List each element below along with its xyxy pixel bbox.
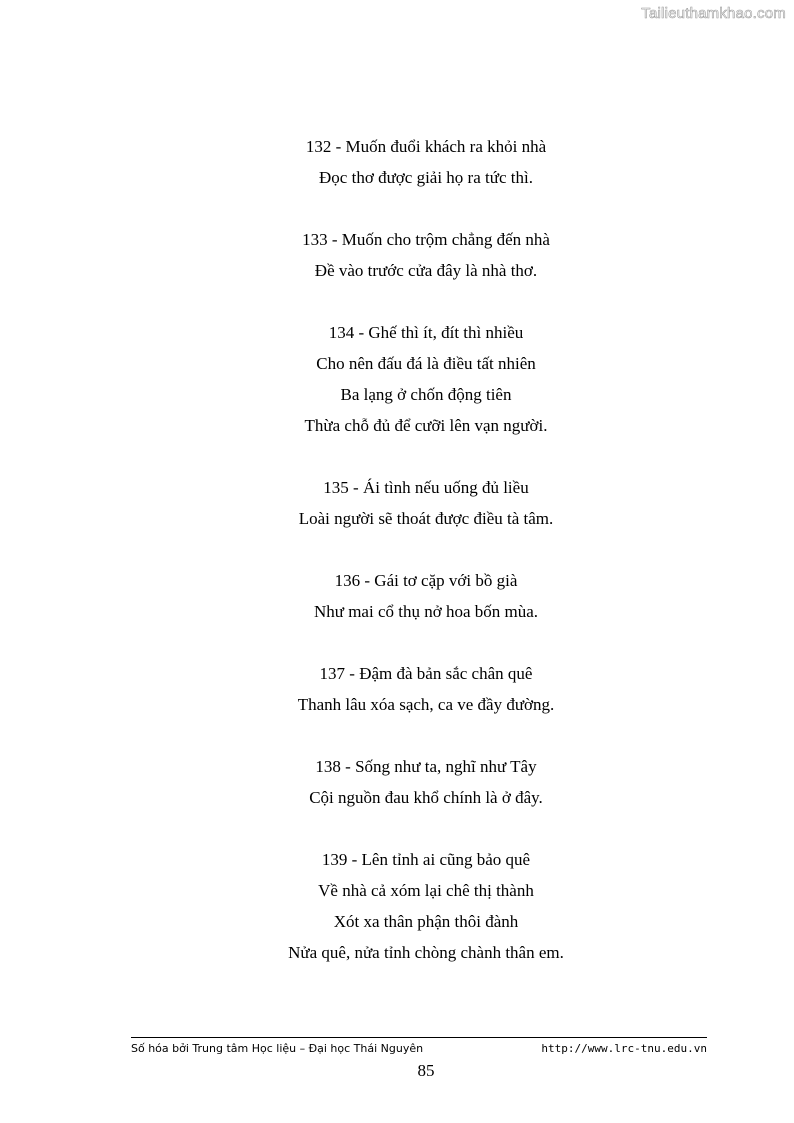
poem-line: Như mai cổ thụ nở hoa bốn mùa. [313,602,539,621]
poem-stanza-133 [0,224,794,286]
poem-line: Thừa chỗ đủ để cưỡi lên vạn người. [304,416,548,435]
poem-line: 136 - Gái tơ cặp với bồ già [334,571,518,590]
poem-line: 134 - Ghế thì ít, đít thì nhiều [328,323,524,342]
poem-line: 135 - Ái tình nếu uống đủ liều [323,478,529,497]
poem-line: Xót xa thân phận thôi đành [333,912,519,931]
footer-url: http://www.lrc-tnu.edu.vn [541,1042,707,1055]
poem-line: Thanh lâu xóa sạch, ca ve đầy đường. [297,695,555,714]
poem-line: Cội nguồn đau khổ chính là ở đây. [309,788,543,807]
poem-line: 132 - Muốn đuổi khách ra khỏi nhà [305,137,547,156]
poem-line: 138 - Sống như ta, nghĩ như Tây [315,757,537,776]
poem-stanza-134 [0,317,794,441]
poem-stanza-138 [0,751,794,813]
poem-line: Đề vào trước cửa đây là nhà thơ. [314,261,538,280]
poem-line: 137 - Đậm đà bản sắc chân quê [319,664,533,683]
poem-stanza-139 [0,844,794,968]
page-number: 85 [417,1061,435,1080]
poem-stanza-137 [0,658,794,720]
poem-line: Cho nên đấu đá là điều tất nhiên [316,354,536,373]
footer-divider [131,1037,707,1038]
watermark-text: Tailieuthamkhao.com [641,5,786,22]
poem-line: 139 - Lên tỉnh ai cũng bảo quê [321,850,531,869]
poem-list [0,131,794,999]
poem-stanza-135 [0,472,794,534]
poem-stanza-132 [0,131,794,193]
poem-line: Ba lạng ở chốn động tiên [340,385,512,404]
poem-line: 133 - Muốn cho trộm chẳng đến nhà [302,230,550,249]
poem-line: Đọc thơ được giải họ ra tức thì. [319,168,533,187]
poem-line: Loài người sẽ thoát được điều tà tâm. [298,509,554,528]
poem-line: Về nhà cả xóm lại chê thị thành [318,881,534,900]
footer-attribution: Số hóa bởi Trung tâm Học liệu – Đại học Thái Nguyên [131,1042,424,1055]
poem-line: Nửa quê, nửa tỉnh chòng chành thân em. [288,943,564,962]
poem-stanza-136 [0,565,794,627]
